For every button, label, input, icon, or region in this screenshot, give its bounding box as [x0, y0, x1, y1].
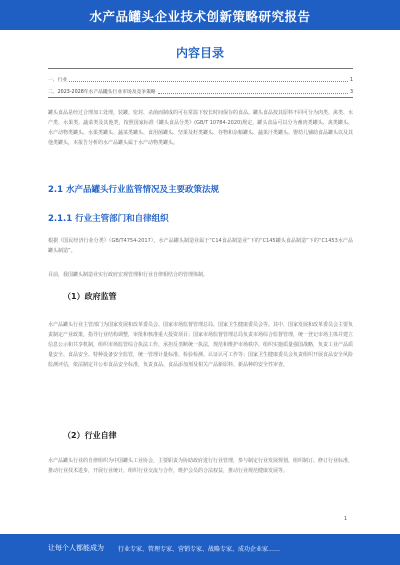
intro-paragraph: 罐头食品是经过合理加工处理，装罐、密封、杀菌而制成的可在常温下较长时间保存的食品。罐头食品按其原料不同可分为肉类、禽类、水产类、水果类、蔬菜类及其他类，按照国家标准《罐头食品分类》(GB/T 10784-2020)规定，罐头食品可以分为畜肉类罐头、禽类罐头、水产动物类罐头、水果类罐头、蔬菜类罐头、食用菌罐头、坚果及籽类罐头、谷物和杂粮罐头、蔬果汁类罐头、婴幼儿辅助食品罐头以及其他类罐头，本报告分析的水产品罐头属于水产动物类罐头。: [48, 110, 354, 146]
gov-regulation-heading: （1）政府监管: [63, 292, 117, 301]
industry-selfregulation-paragraph: 水产品罐头行业的自律组织为中国罐头工业协会，主要职责为协助政府进行行业管理，参与制定行业发展规划，组织制订、修订行业标准，推动行业技术进步，开展行业统计，组织行业交流与合作，维护会员的合法权益，推动行业规范健康发展等。: [48, 458, 354, 474]
toc-title: 内容目录: [175, 46, 224, 60]
toc-bottom-rule: [48, 97, 353, 98]
page-number: 1: [344, 516, 348, 522]
toc-leader: [69, 81, 348, 82]
footer-roles: 行业专家、管理专家、营销专家、战略专家、成功企业家……: [118, 546, 281, 553]
toc-leader: [158, 93, 348, 94]
toc-entry-1-label: 一、行业: [48, 78, 68, 83]
toc-entry-1-page: 1: [349, 78, 353, 83]
classification-paragraph: 根据《国民经济行业分类》（GB/T4754-2017），水产品罐头制造业属于“C14食品制造业”下的“C145罐头食品制造”下的“C1453水产品罐头制造”。: [48, 238, 353, 254]
transition-paragraph: 目前，我国罐头制造业实行政府宏观管理和行业自律相结合的管理体制。: [48, 272, 209, 278]
gov-regulation-paragraph: 水产品罐头行业主管部门为国家发展和改革委员会、国家市场监督管理总局、国家卫生健康委员会等。其中，国家发展和改革委员会主要负责制定产业政策，指导行业结构调整，审批和核准重大投资项目；国家市场监督管理总局负责市场综合监督管理，统一登记市场主体并建立信息公示和共享机制，组织市场监管综合执法工作，承担反垄断统一执法，规范和维护市场秩序，组织实施质量强国战略，负责工业产品质量安全、食品安全、特种设备安全监管，统一管理计量标准、检验检测、认证认可工作等；国家卫生健康委员会负责组织开展食品安全风险监测评估，依法制定并公布食品安全标准，负责食品、食品添加剂及相关产品新原料、新品种的安全性审查。: [48, 322, 354, 368]
toc-entry-2-label: 二、2023-2028年水产品罐头行业市场及竞争策略: [48, 90, 156, 95]
toc-top-rule: [48, 68, 353, 69]
header-bar: [0, 0, 400, 30]
toc-entry-2[interactable]: [48, 88, 353, 95]
subsection-heading: 2.1.1 行业主管部门和自律组织: [48, 214, 169, 224]
footer-bar: [0, 534, 400, 565]
report-title: 水产品罐头企业技术创新策略研究报告: [89, 9, 311, 24]
footer-slogan: 让每个人都能成为: [48, 544, 104, 552]
toc-entry-2-page: 3: [349, 90, 353, 95]
section-heading: 2.1 水产品罐头行业监管情况及主要政策法规: [48, 185, 220, 195]
industry-selfregulation-heading: （2）行业自律: [63, 431, 117, 440]
toc-entry-1[interactable]: [48, 76, 353, 83]
